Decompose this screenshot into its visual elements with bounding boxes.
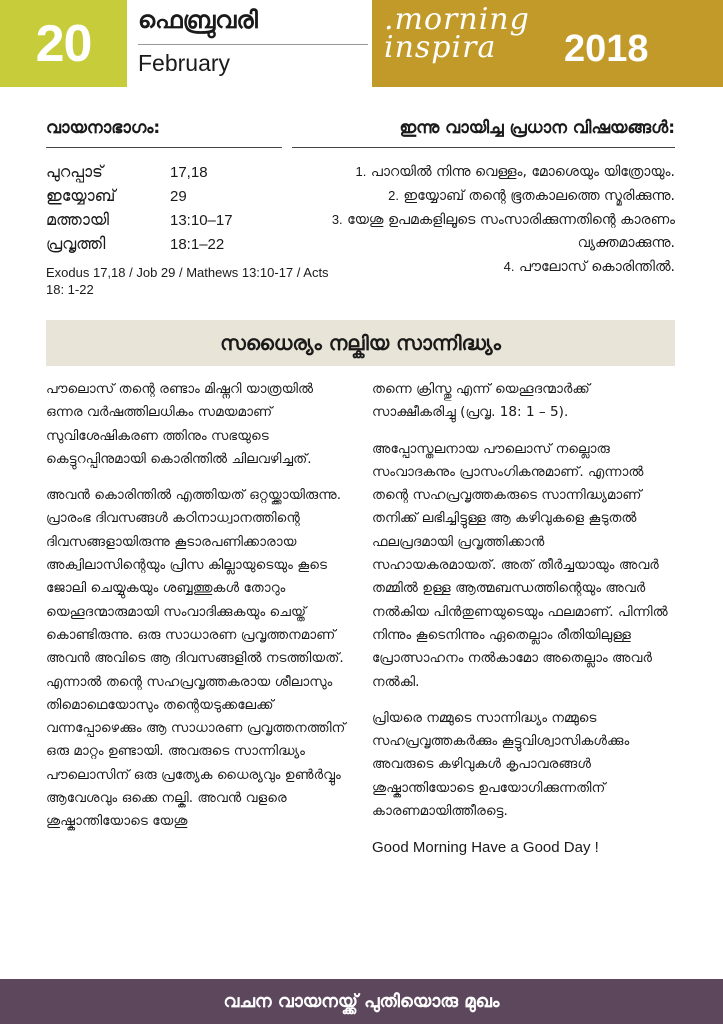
topic-item (285, 160, 675, 184)
topic-text: പാറയിൽ നിന്നു വെള്ളം, മോശെയും യിത്രോയും. (370, 164, 675, 180)
brand-block (372, 0, 723, 87)
devotion-paragraph: പ്രിയരെ നമ്മുടെ സാന്നിദ്ധ്യം നമ്മുടെ സഹപ്രവൃത്തകർക്കും കൂട്ടുവിശ്വാസികൾക്കും അവരുടെ കഴിവുകൾ കൃപാവരങ്ങൾ ശുഷ്കാന്തിയോടെ ഉപയോഗിക്കുന്നതിന് കാരണമായിത്തീരട്ടെ. (372, 709, 630, 820)
footer-bar (0, 979, 723, 1024)
reading-title: വായനാഭാഗം: (46, 118, 161, 138)
reading-table (46, 160, 233, 256)
devotion-title-banner (46, 320, 675, 366)
brand-logo-line1: .morning (384, 2, 530, 37)
topic-text: പൗലോസ് കൊരിന്തിൽ. (518, 259, 675, 275)
brand-logo (384, 2, 530, 65)
header-divider (138, 44, 368, 45)
reading-row (46, 232, 233, 256)
devotion-column-right (372, 378, 672, 860)
reading-book: മത്തായി (46, 210, 110, 229)
day-number: 20 (35, 14, 92, 73)
reading-ref: 13:10–17 (170, 211, 233, 229)
reading-ref: 18:1–22 (170, 235, 225, 253)
topics-rule (292, 147, 675, 148)
topic-item (285, 255, 675, 279)
reading-row (46, 184, 233, 208)
topics-list (285, 160, 675, 279)
footer-tagline: വചന വായനയ്ക്ക് പുതിയൊരു മുഖം (223, 991, 500, 1012)
reading-english-refs: Exodus 17,18 / Job 29 / Mathews 13:10-17 / Acts 18: 1-22 (46, 265, 329, 297)
devotion-paragraph: പൗലൊസ് തന്റെ രണ്ടാം മിഷ്നറി യാത്രയിൽ ഒന്നര വർഷത്തിലധികം സമയമാണ് സുവിശേഷികരണ ത്തിനും സഭയുടെ കെട്ടുറപ്പിനുമായി കൊരിന്തിൽ ചിലവഴിച്ചത്. (46, 381, 314, 467)
reading-rule (46, 147, 282, 148)
topic-number: 2. (388, 188, 399, 203)
brand-logo-line2: inspira (384, 30, 497, 65)
devotion-paragraph: തന്നെ ക്രിസ്തു എന്ന് യെഹൂദന്മാർക്ക് സാക്ഷീകരിച്ചു (പ്രവൃ. 18: 1 – 5). (372, 381, 590, 421)
topic-text: യേശു ഉപമകളിലൂടെ സംസാരിക്കുന്നതിന്റെ കാരണം വ്യക്തമാക്കുന്നു. (347, 212, 675, 251)
devotion-paragraph: അപ്പോസ്തലനായ പൗലൊസ് നല്ലൊരു സംവാദകനും പ്രാസംഗികനുമാണ്. എന്നാൽ തന്റെ സഹപ്രവൃത്തകരുടെ സാന്നിദ്ധ്യമാണ് തനിക്ക് ലഭിച്ചിട്ടുള്ള ആ കഴിവുകളെ കൂടുതൽ ഫലപ്രദമായി പ്രവൃത്തിക്കാൻ സഹായകരമായത്. അത് തീർച്ചയായും അവർ തമ്മിൽ ഉള്ള ആത്മബന്ധത്തിന്റെയും അവർ നൽകിയ പിൻതുണയുടെയും ഫലമാണ്. പിന്നിൽ നിന്നും കൂടെനിന്നും ഏതെല്ലാം രീതിയിലുള്ള പ്രോത്സാഹനം നൽകാമോ അതെല്ലാം അവർ നൽകി. (372, 440, 668, 690)
devotion-title: സധൈര്യം നല്കിയ സാന്നിദ്ധ്യം (220, 331, 501, 355)
reading-ref: 17,18 (170, 163, 208, 181)
topic-item (285, 184, 675, 208)
topic-number: 4. (503, 259, 515, 274)
reading-row (46, 160, 233, 184)
date-block (0, 0, 127, 87)
topics-title: ഇന്നു വായിച്ച പ്രധാന വിഷയങ്ങൾ: (399, 118, 675, 138)
devotion-column-left (46, 378, 346, 847)
devotion-paragraph: അവൻ കൊരിന്തിൽ എത്തിയത് ഒറ്റയ്ക്കായിരുന്നു. പ്രാരംഭ ദിവസങ്ങൾ കഠിനാധ്വാനത്തിന്റെ ദിവസങ്ങളായിരുന്നു കൂടാരപണിക്കാരായ അക്വിലാസിന്റെയും പ്രിസ കില്ലായുടെയും കൂടെ ജോലി ചെയ്യുകയും ശബ്ബത്തുകൾ തോറും യെഹൂദന്മാരുമായി സംവാദിക്കുകയും ചെയ്ത് കൊണ്ടിരുന്നു. ഒരു സാധാരണ പ്രവൃത്തനമാണ് അവൻ അവിടെ ആ ദിവസങ്ങളിൽ നടത്തിയത്. എന്നാൽ തന്റെ സഹപ്രവൃത്തകരായ ശീലാസും തിമൊഥെയോസും തന്റെയടുക്കലേക്ക് വന്നപ്പോഴെക്കും ആ സാധാരണ പ്രവൃത്തനത്തിന് ഒരു മാറ്റം ഉണ്ടായി. അവരുടെ സാന്നിദ്ധ്യം പൗലൊസിന് ഒരു പ്രത്യേക ധൈര്യവും ഉൺർവ്വും ആവേശവും ഒക്കെ നല്കി. അവൻ വളരെ ശുഷ്കാന്തിയോടെ യേശു (46, 487, 346, 830)
reading-ref: 29 (170, 187, 187, 205)
topic-item (285, 208, 675, 255)
year: 2018 (564, 28, 649, 70)
month-malayalam: ഫെബ്രുവരി (138, 6, 258, 34)
month-english: February (138, 50, 231, 76)
reading-book: പ്രവൃത്തി (46, 234, 106, 253)
topic-number: 3. (331, 212, 343, 227)
topic-text: ഇയ്യോബ് തന്റെ ഭൂതകാലത്തെ സ്മരിക്കുന്നു. (403, 188, 675, 204)
reading-row (46, 208, 233, 232)
reading-book: പുറപ്പാട് (46, 162, 103, 181)
reading-book: ഇയ്യോബ് (46, 186, 116, 205)
topic-number: 1. (355, 164, 367, 179)
closing-greeting: Good Morning Have a Good Day ! (372, 839, 599, 857)
